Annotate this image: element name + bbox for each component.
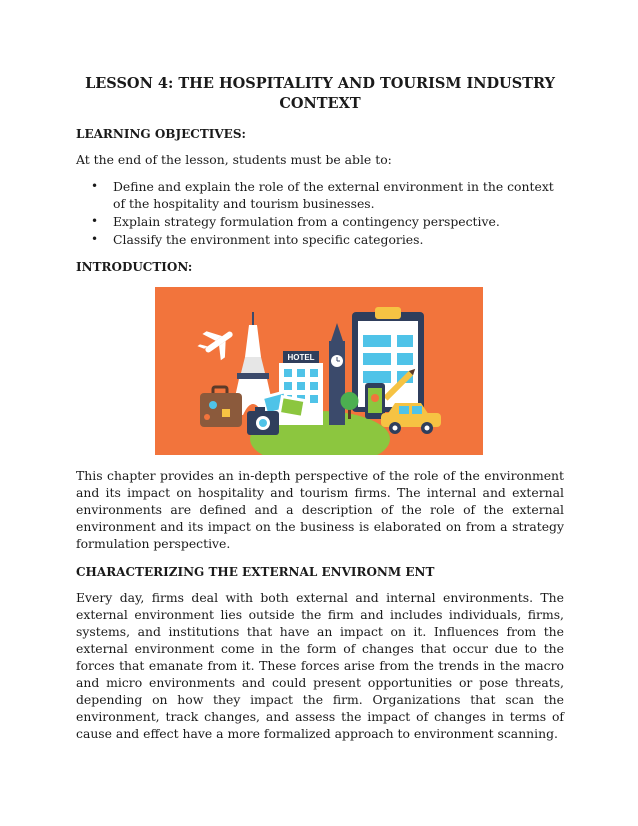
external-environment-heading: CHARACTERIZING THE EXTERNAL ENVIRONM ENT [76,565,435,579]
external-environment-paragraph: Every day, firms deal with both external and internal environments. The external environment lies outside the firm and includes individuals, firms, systems, and institutions that have an impact on it. Influences from the external environment come in the form of changes that occur due to the forces that emanate from it. These forces arise from the trends in the macro and micro environments and could present opportunities or pose threats, depending on how they impact the firm. Organizations that scan the environment, track changes, and assess the impact of changes in terms of cause and effect have a more formalized approach to environment scanning. [76,590,564,741]
introduction-heading: INTRODUCTION: [76,260,193,274]
page-title: LESSON 4: THE HOSPITALITY AND TOURISM INDUSTRY CONTEXT [85,75,555,112]
bullet-icon: • [91,179,99,193]
bullet-icon: • [91,214,99,228]
list-item [76,231,564,248]
hotel-sign: HOTEL [287,353,315,362]
suitcase-icon [200,387,242,427]
smartphone-map-icon [365,383,385,419]
objective-text: Define and explain the role of the external environment in the context of the hospitality and tourism businesses. [113,179,554,211]
learning-objectives-heading: LEARNING OBJECTIVES: [76,127,246,141]
objective-text: Explain strategy formulation from a contingency perspective. [113,214,500,229]
list-item [76,213,564,230]
objectives-list [76,178,564,249]
bullet-icon: • [91,232,99,246]
camera-icon [247,407,279,435]
list-item [76,178,564,212]
travel-illustration [155,287,483,455]
introduction-paragraph: This chapter provides an in-depth perspective of the role of the environment and its impact on hospitality and tourism firms. The internal and external environments are defined and a description of the role of the external environment and its impact on the business is elaborated on from a strategy formulation perspective. [76,468,564,551]
objectives-intro: At the end of the lesson, students must be able to: [76,152,392,167]
objective-text: Classify the environment into specific categories. [113,232,424,247]
